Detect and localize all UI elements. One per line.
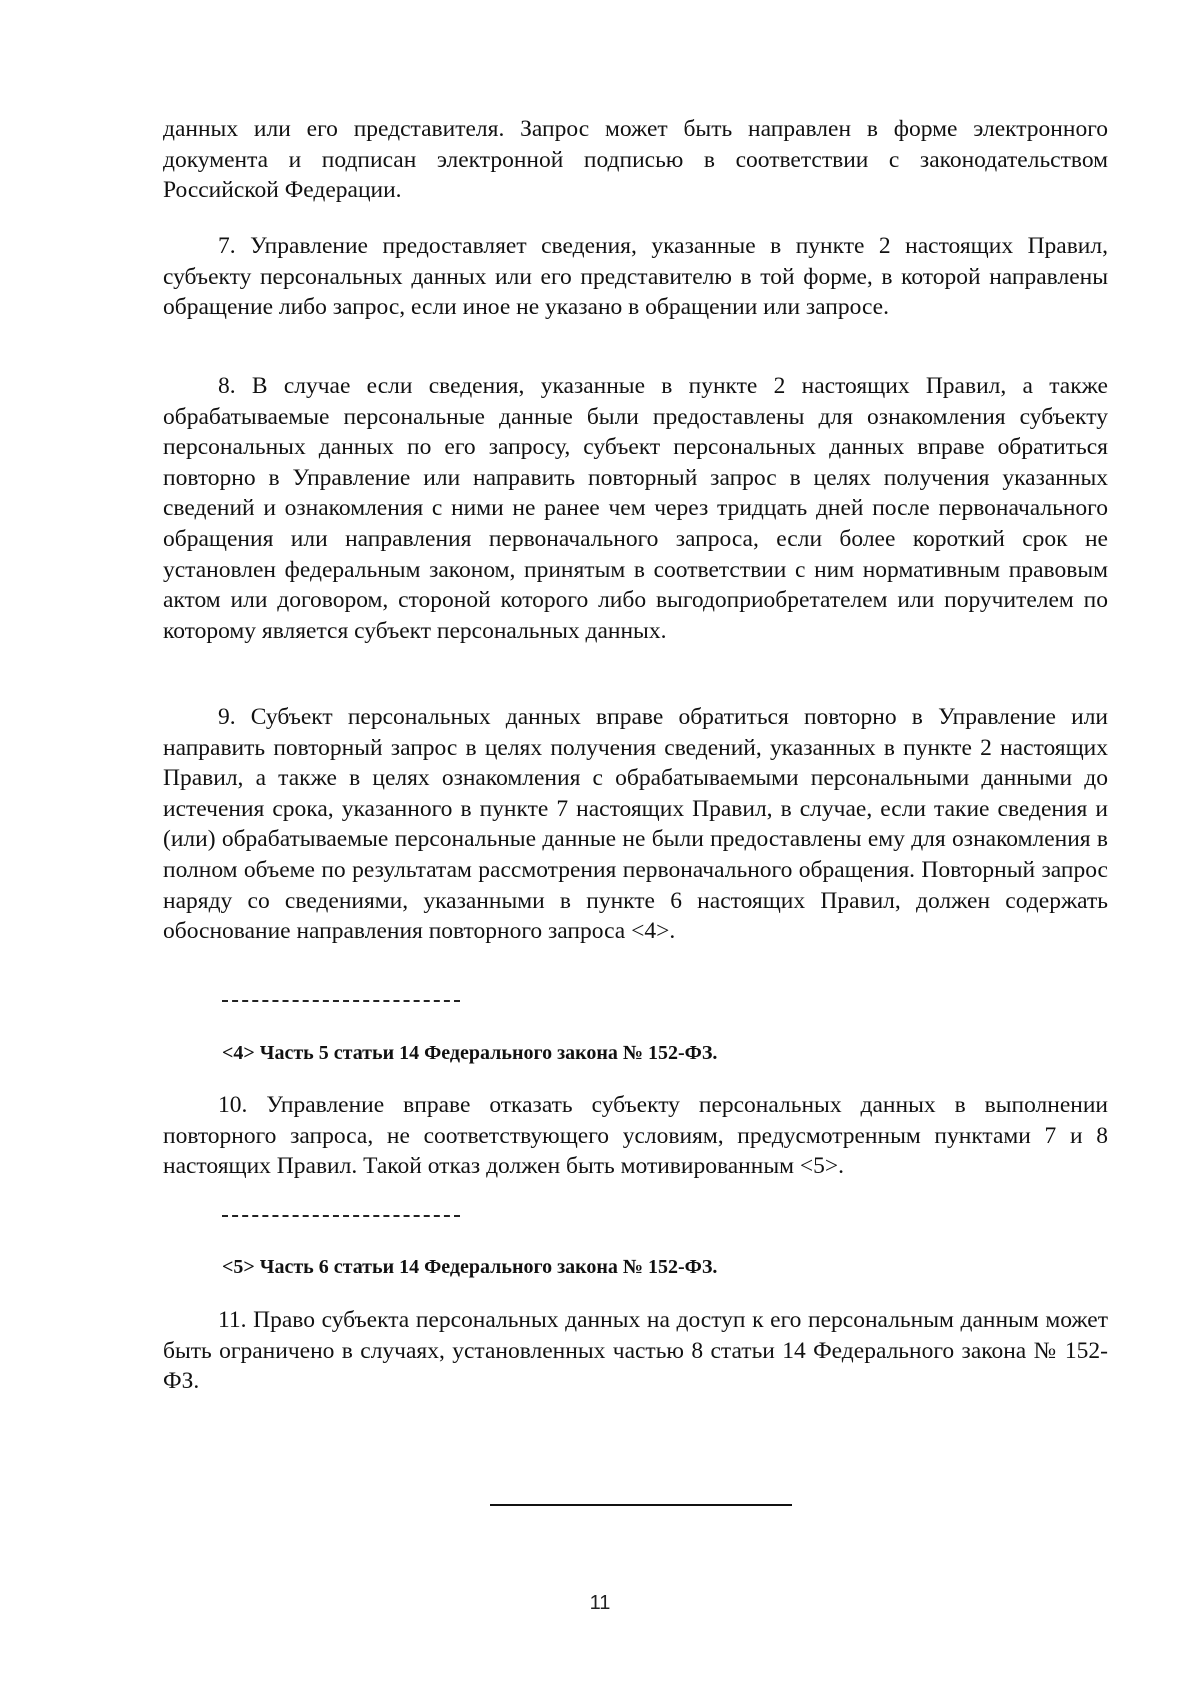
paragraph-8: 8. В случае если сведения, указанные в пункте 2 настоящих Правил, а также обрабатываемые персональные данные были предоставлены для ознакомления субъекту персональных данных по его запросу, субъект персональных данных вправе обратиться повторно в Управление или направить повторный запрос в целях получения указанных сведений и ознакомления с ними не ранее чем через тридцать дней после первоначального обращения или направления первоначального запроса, если более короткий срок не установлен федеральным законом, принятым в соответствии с ним нормативным правовым актом или договором, стороной которого либо выгодоприобретателем или поручителем по которому является субъект персональных данных. xyxy=(163,373,1108,644)
paragraph-7: 7. Управление предоставляет сведения, указанные в пункте 2 настоящих Правил, субъекту персональных данных или его представителю в той форме, в которой направлены обращение либо запрос, если иное не указано в обращении или запросе. xyxy=(163,233,1108,321)
paragraph-11: 11. Право субъекта персональных данных на доступ к его персональным данным может быть ограничено в случаях, установленных частью 8 статьи 14 Федерального закона № 152-ФЗ. xyxy=(163,1307,1108,1395)
end-of-document-line xyxy=(490,1504,792,1506)
paragraph-10: 10. Управление вправе отказать субъекту персональных данных в выполнении повторного запроса, не соответствующего условиям, предусмотренным пунктами 7 и 8 настоящих Правил. Такой отказ должен быть мотивированным <5>. xyxy=(163,1092,1108,1180)
paragraph-9: 9. Субъект персональных данных вправе обратиться повторно в Управление или направить повторный запрос в целях получения сведений, указанных в пункте 2 настоящих Правил, а также в целях ознакомления с обрабатываемыми персональными данными до истечения срока, указанного в пункте 7 настоящих Правил, в случае, если такие сведения и (или) обрабатываемые персональные данные не были предоставлены ему для ознакомления в полном объеме по результатам рассмотрения первоначального обращения. Повторный запрос наряду со сведениями, указанными в пункте 6 настоящих Правил, должен содержать обоснование направления повторного запроса <4>. xyxy=(163,704,1108,945)
footnote-4: <4> Часть 5 статьи 14 Федерального закона № 152-ФЗ. xyxy=(222,1042,718,1064)
footnote-5: <5> Часть 6 статьи 14 Федерального закона № 152-ФЗ. xyxy=(222,1256,718,1278)
footnote-separator xyxy=(222,1000,460,1002)
footnote-separator xyxy=(222,1215,460,1217)
page-number: 11 xyxy=(589,1592,611,1614)
paragraph-continuation: данных или его представителя. Запрос может быть направлен в форме электронного документа и подписан электронной подписью в соответствии с законодательством Российской Федерации. xyxy=(163,116,1108,204)
